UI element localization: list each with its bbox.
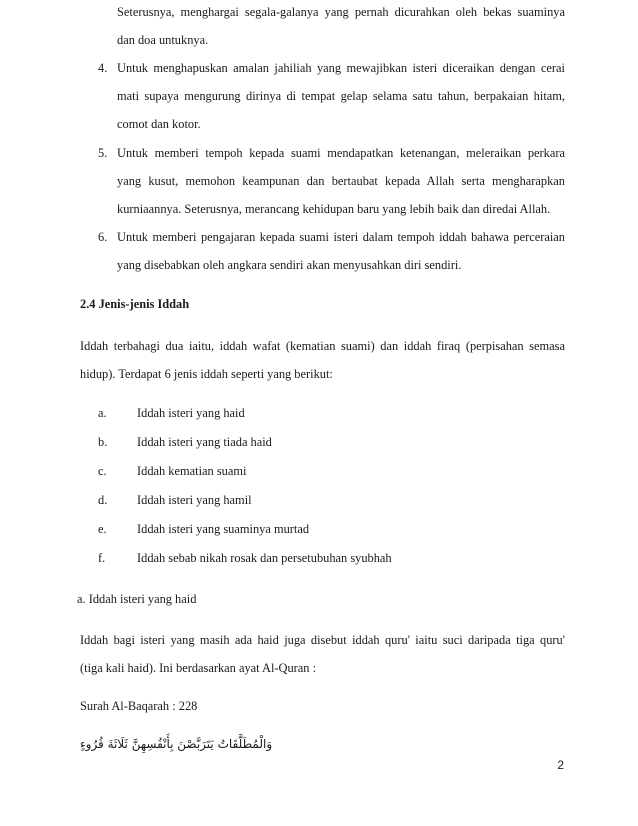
list-item-line: Untuk menghapuskan amalan jahiliah yang mewajibkan isteri diceraikan dengan cerai (117, 61, 565, 75)
list-item-line: comot dan kotor. (117, 117, 201, 131)
list-letter: f. (98, 551, 106, 565)
list-letter: e. (98, 522, 107, 536)
list-item-line: mati supaya mengurung dirinya di tempat gelap selama satu tahun, berpakaian hitam, (117, 89, 565, 103)
subsection-heading: a. Iddah isteri yang haid (77, 592, 197, 606)
surah-reference: Surah Al-Baqarah : 228 (80, 699, 198, 713)
paragraph-line: dan doa untuknya. (117, 33, 209, 47)
list-item: Iddah isteri yang suaminya murtad (137, 522, 310, 536)
list-item: Iddah sebab nikah rosak dan persetubuhan syubhah (137, 551, 392, 565)
list-item-line: yang kusut, memohon keampunan dan bertaubat kepada Allah serta mengharapkan (117, 174, 565, 188)
list-item-line: yang disebabkan oleh angkara sendiri akan menyusahkan diri sendiri. (117, 258, 462, 272)
list-item-line: Untuk memberi tempoh kepada suami mendapatkan ketenangan, meleraikan perkara (117, 146, 565, 160)
paragraph-line: Seterusnya, menghargai segala-galanya yang pernah dicurahkan oleh bekas suaminya (117, 5, 565, 19)
list-number: 4. (98, 61, 108, 75)
list-letter: d. (98, 493, 108, 507)
list-item: Iddah isteri yang haid (137, 406, 245, 420)
list-number: 6. (98, 230, 108, 244)
section-heading: 2.4 Jenis-jenis Iddah (80, 297, 190, 311)
paragraph-line: Iddah terbahagi dua iaitu, iddah wafat (kematian suami) dan iddah firaq (perpisahan semasa (80, 339, 565, 353)
page-number: 2 (557, 758, 564, 772)
list-letter: b. (98, 435, 108, 449)
list-item: Iddah isteri yang tiada haid (137, 435, 272, 449)
arabic-verse: وَالْمُطَلَّقَاتُ يَتَرَبَّصْنَ بِأَنْفُسِهِنَّ ثَلَاثَةَ قُرُوءٍ (80, 737, 273, 751)
list-item: Iddah kematian suami (137, 464, 247, 478)
paragraph-line: hidup). Terdapat 6 jenis iddah seperti yang berikut: (80, 367, 333, 381)
paragraph-line: Iddah bagi isteri yang masih ada haid juga disebut iddah quru' iaitu suci daripada tiga quru' (80, 633, 565, 647)
list-item: Iddah isteri yang hamil (137, 493, 252, 507)
list-letter: c. (98, 464, 107, 478)
list-item-line: Untuk memberi pengajaran kepada suami isteri dalam tempoh iddah bahawa perceraian (117, 230, 565, 244)
paragraph-line: (tiga kali haid). Ini berdasarkan ayat Al-Quran : (80, 661, 317, 675)
list-item-line: kurniaannya. Seterusnya, merancang kehidupan baru yang lebih baik dan diredai Allah. (117, 202, 551, 216)
list-number: 5. (98, 146, 108, 160)
list-letter: a. (98, 406, 107, 420)
